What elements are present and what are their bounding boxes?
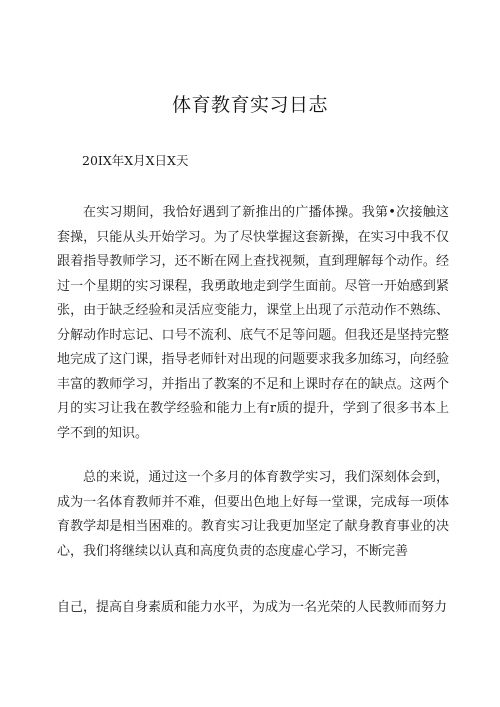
paragraph-summary: 总的来说，通过这一个多月的体育教学实习，我们深刻体会到，成为一名体育教师并不难，但要出色地上好每一堂课，完成每一项体育教学却是相当困难的。教育实习让我更加坚定了献身教育事业的决心，我们将继续以认真和高度负责的态度虚心学习，不断完善	[57, 470, 449, 559]
date-line: 20IX年X月X日X天	[82, 153, 189, 168]
paragraph-internship: 在实习期间，我恰好遇到了新推出的广播体操。我第•次接触这套操，只能从头开始学习。为了尽快掌握这套新操，在实习中我不仅跟着指导教师学习，还不断在网上查找视频，直到理解每个动作。经过一个星期的实习课程，我勇敢地走到学生面前。尽管一开始感到紧张，由于缺乏经验和灵活应变能力，课堂上出现了示范动作不熟练、分解动作时忘记、口号不流利、底气不足等问题。但我还是坚持完整地完成了这门课，指导老师针对出现的问题要求我多加练习，向经验丰富的教师学习，并指出了教案的不足和上课时存在的缺点。这两个月的实习让我在教学经验和能力上有r质的提升，学到了很多书本上学不到的知识。	[57, 205, 449, 441]
document-title: 体育教育实习日志	[171, 94, 328, 116]
paragraph-conclusion: 自己，提高自身素质和能力水平，为成为一名光荣的人民教师而努力	[57, 600, 448, 615]
